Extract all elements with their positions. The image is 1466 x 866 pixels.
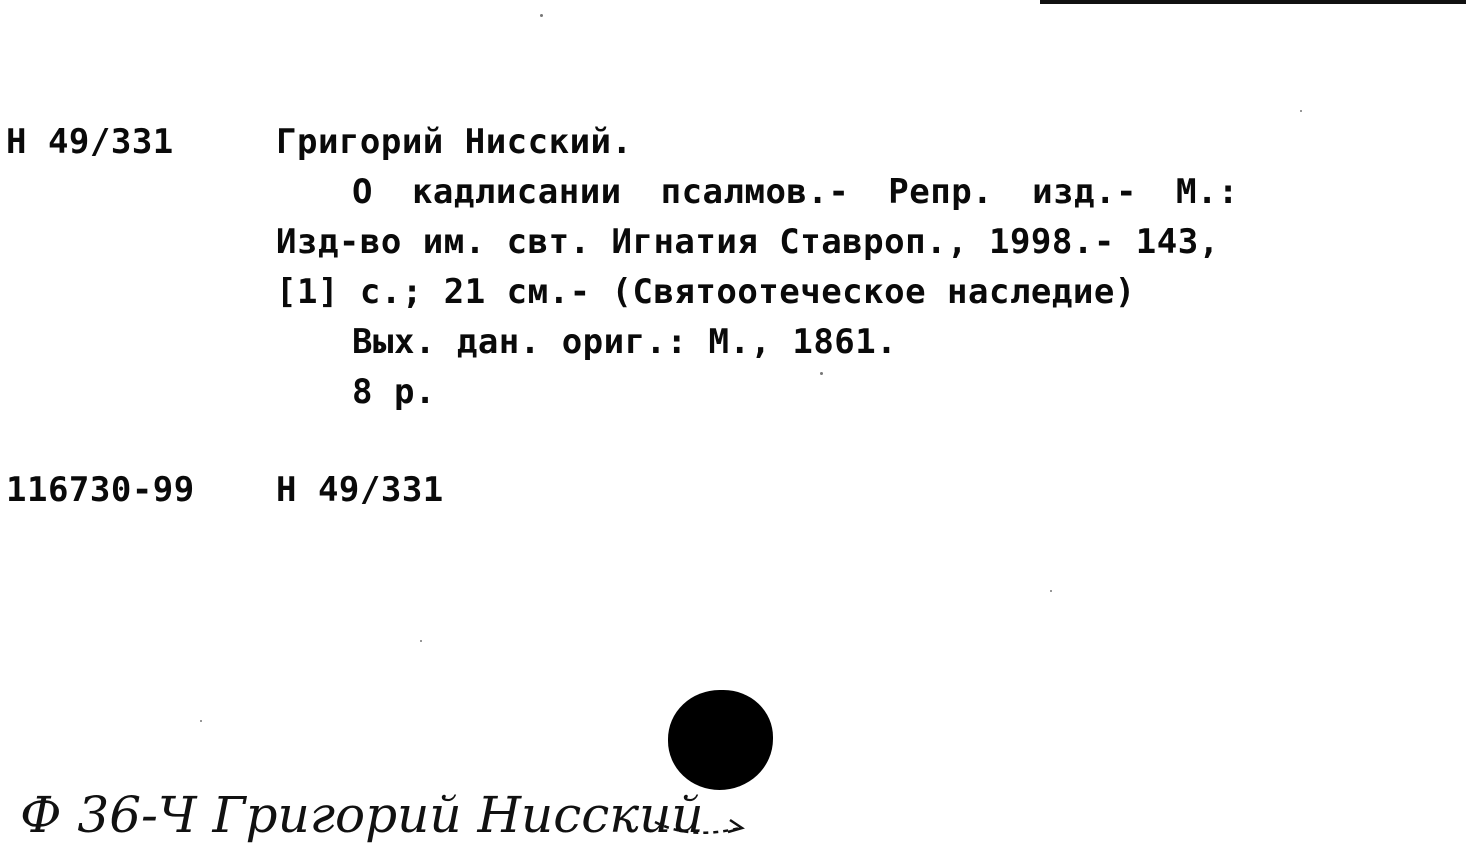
publisher-line: Изд-во им. свт. Игнатия Ставроп., 1998.- 143, (276, 222, 1220, 262)
paper-speck (820, 372, 823, 375)
author-heading: Григорий Нисский. (276, 122, 633, 162)
paper-speck (200, 720, 202, 722)
paper-speck (420, 640, 422, 642)
title-line: О кадлисании псалмов.- Репр. изд.- М.: (352, 172, 1239, 212)
handwritten-arrow-mark (728, 820, 742, 832)
inventory-number: 116730-99 (6, 470, 195, 510)
paper-speck (540, 14, 543, 17)
paper-speck (1050, 590, 1052, 592)
physical-description-line: [1] с.; 21 см.- (Святоотеческое наследие) (276, 272, 1136, 312)
handwritten-note (0, 770, 780, 866)
call-number: Н 49/331 (6, 122, 174, 162)
original-edition-note: Вых. дан. ориг.: М., 1861. (352, 322, 898, 362)
paper-speck (1300, 110, 1302, 112)
card-top-edge (1040, 0, 1466, 4)
price-note: 8 р. (352, 372, 436, 412)
inventory-call-number: Н 49/331 (276, 470, 444, 510)
handwritten-note-text: Ф 36-Ч Григорий Нисский (20, 786, 704, 844)
